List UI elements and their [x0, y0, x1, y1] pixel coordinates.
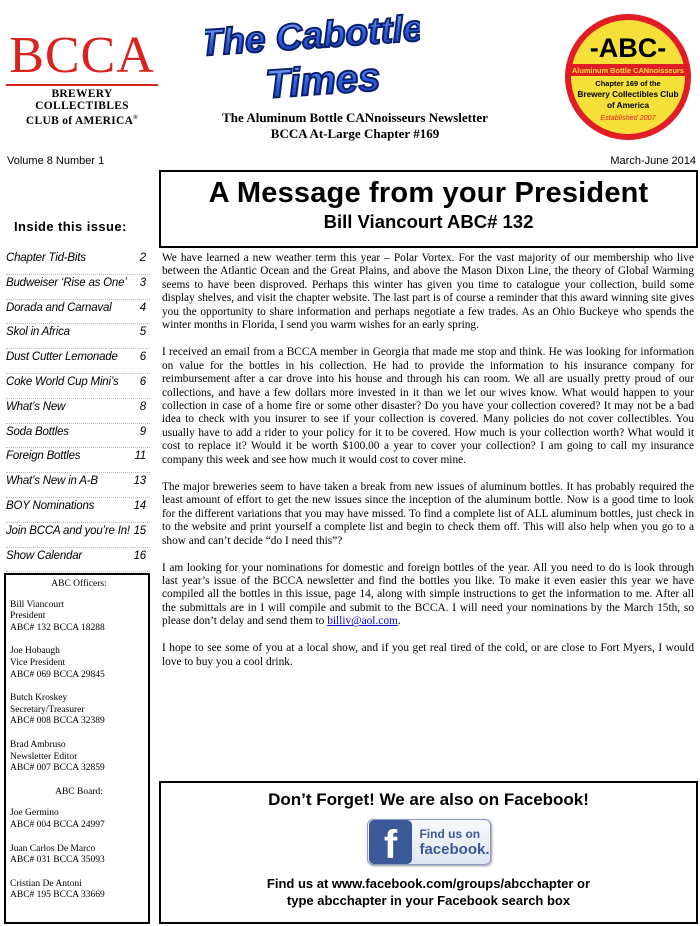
- board-ids: ABC# 031 BCCA 35093: [10, 855, 105, 866]
- toc-item-page: 3: [139, 276, 146, 289]
- toc-item-page: 8: [139, 400, 146, 413]
- bcca-logo-text: BCCA: [9, 27, 155, 84]
- abc-badge-logo: [563, 12, 693, 142]
- board-heading: ABC Board:: [55, 786, 103, 797]
- bcca-logo-line1: BREWERY COLLECTIBLES: [35, 88, 129, 112]
- board-ids: ABC# 004 BCCA 24997: [10, 819, 105, 830]
- board-name: Joe Germino: [10, 808, 59, 819]
- toc-item-page: 15: [133, 524, 146, 537]
- officer-ids: ABC# 069 BCCA 29845: [10, 669, 105, 680]
- newsletter-title-line: The Aluminum Bottle CANnoisseurs Newsletter: [222, 110, 488, 125]
- article-title-box: [159, 170, 698, 248]
- board-ids: ABC# 195 BCCA 33669: [10, 890, 105, 901]
- officers-heading: ABC Officers:: [51, 579, 107, 589]
- badge-line4: of America: [606, 101, 650, 110]
- officer-role: Vice President: [10, 657, 66, 668]
- toc-item[interactable]: [6, 302, 146, 327]
- toc-item-page: 14: [133, 499, 146, 512]
- toc-item-page: 5: [139, 326, 146, 339]
- facebook-box: [159, 781, 698, 924]
- facebook-footer-line1: Find us at www.facebook.com/groups/abcchapter or: [266, 876, 591, 891]
- officer-entry: [10, 693, 148, 728]
- badge-line3: Brewery Collectibles Club: [577, 90, 679, 99]
- toc-item[interactable]: [6, 475, 146, 500]
- officer-entry: [10, 646, 148, 681]
- board-entry: [10, 844, 148, 867]
- toc-item[interactable]: [6, 351, 146, 376]
- toc-item[interactable]: [6, 450, 146, 475]
- facebook-heading: Don’t Forget! We are also on Facebook!: [268, 790, 589, 809]
- toc-item[interactable]: [6, 252, 146, 277]
- officer-role: Secretary/Treasurer: [10, 704, 85, 715]
- officer-name: Bill Viancourt: [10, 599, 64, 610]
- badge-line5: Established 2007: [600, 113, 656, 122]
- toc-item-title: BOY Nominations: [6, 499, 95, 512]
- toc-item-page: 2: [139, 252, 146, 264]
- article-paragraph: I received an email from a BCCA member in Georgia that made me stop and think. He was looking for information on value for the bottles in his collection. He had to provide the information to his insurance company for reimbursement after a car drove into his house and through his can room. We all are usually pretty proud of our collections, and have a few dollars more invested in it than we let our wives know. What would happen to your collection in case of a home fire or some other disaster? Do you have your collection covered? It may not be a bad idea to check with you insurer to see if your collection is covered. Many policies do not cover collectibles. You usually have to add a rider to your policy for it to be covered. How much is your collection worth? What would it cost to replace it? Would it be worth $100.00 a year to cover your collection? I am going to call my insurance company this week and see how much it would cost to cover mine.: [162, 346, 694, 466]
- officers-box: [4, 573, 150, 924]
- officer-ids: ABC# 008 BCCA 32389: [10, 716, 105, 727]
- toc-item-page: 4: [139, 301, 146, 314]
- toc-item[interactable]: [6, 376, 146, 401]
- toc-item[interactable]: [6, 525, 146, 550]
- toc-item-page: 6: [139, 351, 146, 364]
- badge-abc: -ABC-: [589, 33, 667, 63]
- toc-item-page: 16: [133, 549, 146, 562]
- issue-date: March-June 2014: [610, 155, 696, 167]
- masthead-line2: Times: [264, 55, 382, 102]
- article-paragraph: We have learned a new weather term this year – Polar Vortex. For the vast majority of our membership who live between the Atlantic Ocean and the Great Plains, and above the Mason Dixon Line, the theory of Global Warming seems to have been disproved. Perhaps this winter has given you time to catalogue your collection, build some display shelves, and visit the chapter website. The last part is of course a reminder that this award winning site gives you the opportunity to share information and perhaps negotiate a few trades. As an Ohio Buckeye who spends the winter months in Florida, I send you warm wishes for an early spring.: [162, 252, 694, 332]
- toc-item[interactable]: [6, 550, 146, 575]
- toc-item-title: What’s New in A-B: [6, 475, 98, 488]
- toc-item[interactable]: [6, 277, 146, 302]
- bcca-logo-rule: [6, 84, 158, 86]
- bcca-logo-line2: CLUB of AMERICA®: [25, 114, 139, 127]
- toc-item-title: Dorada and Carnaval: [6, 301, 112, 314]
- article-paragraph: I am looking for your nominations for domestic and foreign bottles of the year. All you need to do is look through last year’s issue of the BCCA newsletter and find the bottles you like. To make it even easier this year we have compiled all the bottles in this issue, page 14, along with simple instructions to get the information to me. After all the submittals are in I will compile and submit to the BCCA. I will need your nominations by the March 15th, so please don’t delay and send them to billiv@aol.com.: [162, 561, 694, 628]
- toc-item-title: Foreign Bottles: [6, 450, 81, 463]
- article-byline: Bill Viancourt ABC# 132: [323, 211, 534, 232]
- officer-role: Newsletter Editor: [10, 751, 78, 762]
- bcca-logo: [6, 27, 158, 127]
- masthead-line1: The Cabottle: [205, 7, 420, 64]
- chapter-line: BCCA At-Large Chapter #169: [270, 126, 440, 141]
- table-of-contents: [6, 252, 146, 574]
- article-body: [162, 252, 694, 683]
- officer-entry: [10, 600, 148, 635]
- article-paragraph: The major breweries seem to have taken a break from new issues of aluminum bottles. It has probably required the least amount of effort to get the new issues since the inception of the aluminum bottle. Now is a good time to look for the different variations that you may have missed. To find a complete list of ALL aluminum bottles, just check in to the website and print yourself a complete list and begin to check them off. This will also help when you go to a show and can’t decide “do I need this”?: [162, 480, 694, 547]
- facebook-icon: f: [369, 820, 413, 864]
- badge-line1: Aluminum Bottle CANnoisseurs: [571, 66, 685, 75]
- toc-heading: Inside this issue:: [14, 219, 127, 234]
- article-headline: A Message from your President: [208, 177, 649, 209]
- find-us-on-facebook-button[interactable]: [367, 819, 491, 865]
- toc-item-title: Budweiser ‘Rise as One’: [6, 276, 127, 289]
- facebook-footer: [161, 875, 696, 909]
- toc-item-page: 13: [133, 475, 146, 488]
- toc-item-title: Join BCCA and you’re In!: [6, 524, 130, 537]
- officer-ids: ABC# 132 BCCA 18288: [10, 622, 105, 633]
- toc-item-page: 9: [139, 425, 146, 438]
- board-name: Cristian De Antoni: [10, 878, 82, 889]
- toc-item-title: What’s New: [6, 400, 66, 413]
- toc-item-title: Coke World Cup Mini’s: [6, 375, 119, 388]
- toc-item-title: Dust Cutter Lemonade: [6, 351, 118, 364]
- officer-name: Butch Kroskey: [10, 693, 68, 704]
- toc-item-page: 11: [134, 450, 146, 463]
- toc-item-title: Show Calendar: [6, 549, 83, 562]
- email-link[interactable]: billiv@aol.com: [327, 615, 398, 628]
- toc-item[interactable]: [6, 426, 146, 451]
- toc-item[interactable]: [6, 500, 146, 525]
- article-paragraph: I hope to see some of you at a local show, and if you get real tired of the cold, or are close to Fort Myers, I would love to buy you a cool drink.: [162, 642, 694, 668]
- officer-entry: [10, 740, 148, 775]
- officer-ids: ABC# 007 BCCA 32859: [10, 763, 105, 774]
- board-entry: [10, 808, 148, 831]
- toc-item[interactable]: [6, 401, 146, 426]
- volume-number: Volume 8 Number 1: [7, 155, 105, 167]
- officer-role: President: [10, 611, 46, 622]
- facebook-button-line1: Find us on: [419, 827, 481, 841]
- facebook-button-line2: facebook.: [419, 841, 490, 858]
- toc-item[interactable]: [6, 326, 146, 351]
- officer-name: Joe Hobaugh: [10, 646, 60, 657]
- facebook-footer-line2: type abcchapter in your Facebook search box: [286, 893, 571, 908]
- board-name: Juan Carlos De Marco: [10, 843, 96, 854]
- newsletter-title: [170, 110, 540, 142]
- officer-name: Brad Ambruso: [10, 739, 66, 750]
- toc-item-title: Chapter Tid-Bits: [6, 252, 86, 264]
- board-entry: [10, 879, 148, 902]
- toc-item-page: 6: [139, 375, 146, 388]
- toc-item-title: Skol in Africa: [6, 326, 70, 339]
- cabottle-times-masthead: [205, 2, 420, 102]
- toc-item-title: Soda Bottles: [6, 425, 69, 438]
- badge-line2: Chapter 169 of the: [595, 79, 661, 88]
